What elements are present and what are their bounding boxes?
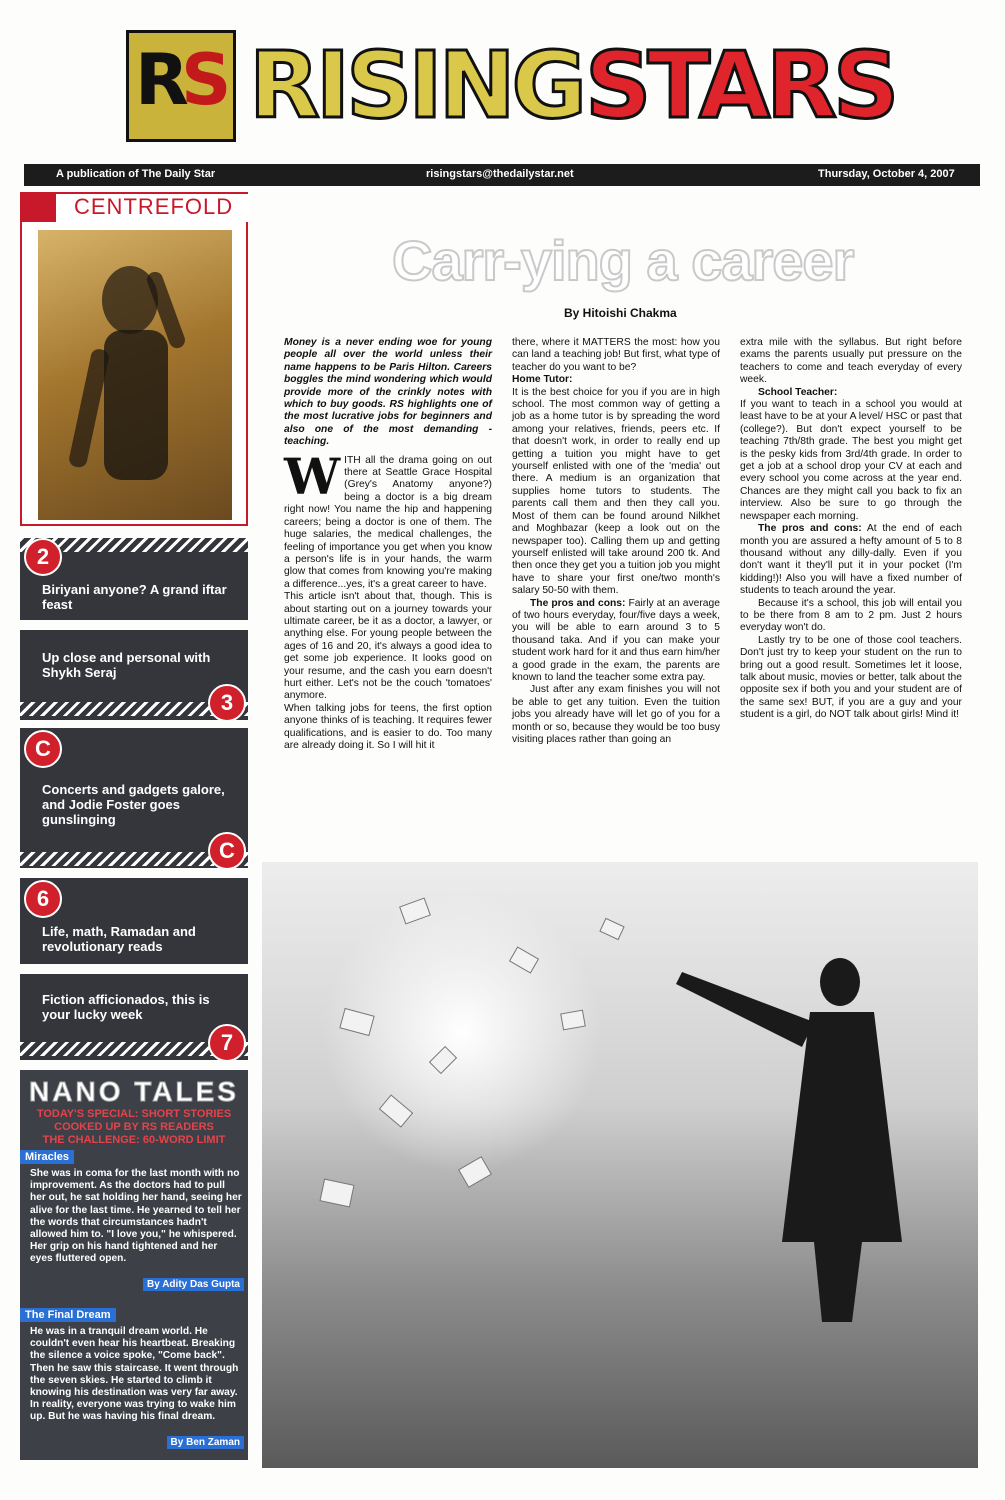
publication-label: A publication of The Daily Star — [56, 168, 216, 180]
sidebar-item-3[interactable] — [20, 630, 248, 720]
paragraph-text: ITH all the drama going on out there at Seattle Grace Hospital (Grey's Anatomy anyone?) being a doctor is a big dream right now! You name the hip and happening careers; being a doctor is one of them. The huge salaries, the medical challenges, the feeling of importance you get when you know a person's life is in your hands, the warm glow that comes from knowing you're making a difference...yes, it's a great career to have. — [284, 454, 492, 590]
article-intro: Money is a never ending woe for young people all over the world unless their name happens to be Paris Hilton. Careers boggles the mind wondering which would provide more of the crinkly notes with which to buy goods. RS highlights one of the most lucrative jobs for beginners and also one of the most demanding -teaching. — [284, 337, 492, 448]
title-rising: RISING — [249, 32, 584, 139]
sidebar-item-6[interactable] — [20, 878, 248, 964]
pros-label: The pros and cons: — [758, 523, 862, 535]
centrefold-header — [22, 194, 250, 222]
issue-date: Thursday, October 4, 2007 — [818, 168, 955, 180]
nano-tales-title: NANO TALES — [29, 1076, 239, 1107]
page-badge: 2 — [24, 538, 62, 576]
masthead-title — [248, 26, 896, 146]
story-text: He was in a tranquil dream world. He couldn't even hear his heartbeat. Breaking the silence a voice spoke, "Come back". Then he saw this staircase. It went through the seven skies. He started to climb it knowing his destination was very far away. In reality, everyone was trying to wake him up. But he was having his final dream. — [30, 1326, 239, 1423]
special-line: THE CHALLENGE: 60-WORD LIMIT — [42, 1134, 226, 1146]
article-paragraph: This article isn't about that, though. This is about starting out on a journey towards your ultimate career, be it as a doctor, a lawyer, or anything else. For young people between the ages of 16 and 20, it's always a good idea to get some job experience. It looks good on your resume, and the cash you earn doesn't hurt either. Let's not be the couch 'tomatoes' anymore. — [284, 591, 492, 702]
article-column-3 — [740, 337, 962, 722]
photo-illustration — [262, 862, 978, 1468]
sidebar-item-c[interactable] — [20, 728, 248, 868]
story-byline: By Ben Zaman — [167, 1436, 244, 1449]
pros-label: The pros and cons: — [530, 597, 626, 609]
sidebar-item-2[interactable] — [20, 538, 248, 620]
article-paragraph — [512, 598, 720, 685]
page-badge: C — [24, 730, 62, 768]
page-badge-c-bottom: C — [208, 832, 246, 870]
article-photo — [262, 862, 978, 1468]
article-paragraph — [284, 446, 492, 591]
rs-logo — [126, 30, 236, 142]
masthead — [120, 22, 896, 148]
article-paragraph: If you want to teach in a school you would at least have to be at your A level/ HSC or past that (college?). But don't expect yourself to be teaching 7th/8th grade. The best you might get is the pesky kids from 3rd/4th grade. In order to get a job at a school drop your CV at each and every school you come across at the year end. Chances are they might call you back to fix an interview. Also be sure to go through the newspaper each morning. — [740, 399, 962, 522]
article-paragraph: Lastly try to be one of those cool teachers. Don't just try to keep your student on the run to bring out a good result. Sometimes let it loose, talk about music, movies or better, talk about the opposite sex if both you and your student are of the same sex! BUT, if you are a guy and your student is a girl, do NOT talk about girls! Mind it! — [740, 634, 962, 721]
nano-tales — [20, 1070, 248, 1460]
subheading-home-tutor: Home Tutor: — [512, 374, 573, 386]
sidebar-item-7[interactable] — [20, 974, 248, 1060]
page-badge: 6 — [24, 880, 62, 918]
special-line: COOKED UP BY RS READERS — [54, 1121, 214, 1133]
article-paragraph: When talking jobs for teens, the first option anyone thinks of is teaching. It requires fewer qualifications, and is easier to do. Too many are already doing it. So I will hit it — [284, 702, 492, 751]
paragraph-text: Fairly at an average of two hours everyday, four/five days a week, you will be able to earn around 3 to 5 thousand taka. And if you can make your student work hard for it and thus earn him/her a good grade in the exam, the parents are known to land the teacher some extra pay. — [512, 597, 720, 683]
article-paragraph: Just after any exam finishes you will not be able to get any tuition. Even the tuition jobs you already have will let go of you for a month or so, because they would be too busy visiting places rather than going an — [512, 684, 720, 745]
article-byline: By Hitoishi Chakma — [564, 306, 677, 320]
sidebar-item-label: Life, math, Ramadan and revolutionary reads — [42, 924, 196, 954]
drop-cap: W — [284, 446, 341, 506]
sidebar-item-label: Concerts and gadgets galore, and Jodie Foster goes gunslinging — [42, 782, 225, 827]
article-paragraph: there, where it MATTERS the most: how you can land a teaching job! But first, what type of teacher do you want to be? — [512, 337, 720, 373]
story-tag-miracles[interactable]: Miracles — [20, 1150, 74, 1164]
article-paragraph: extra mile with the syllabus. But right before exams the parents usually put pressure on the teachers to come and teach everyday of every week. — [740, 337, 962, 386]
story-byline: By Adity Das Gupta — [143, 1278, 244, 1291]
paragraph-text: At the end of each month you are assured a hefty amount of 5 to 8 thousand without any dilly-dally. Even if you don't want it they'll put it in your pocket (I'm kidding!)! Also you will have a fixed number of students to teach around the year. — [740, 523, 962, 597]
article-paragraph: It is the best choice for you if you are in high school. The most common way of getting a job as a home tutor is by spreading the word among your relatives, friends, peers etc. If that doesn't work, in order to really end up getting a tuition you might have to get yourself enlisted with one of the 'media' out there. A medium is an organization that supplies home tutors to students. The parents call them and then they call you. Most of them can be found around Nilkhet and Moghbazar (keep a look out on the newspaper too). Calling them up and getting yourself enlisted will take around 200 tk. And then once they get you a tuition job you might have to share your first one/two month's salary 50-50 with them. — [512, 386, 720, 597]
article-paragraph — [740, 523, 962, 597]
page-badge: 3 — [208, 684, 246, 722]
sidebar-item-label: Up close and personal with Shykh Seraj — [42, 650, 211, 680]
subheading-school-teacher: School Teacher: — [758, 386, 838, 398]
logo-letter-r: R — [135, 39, 189, 121]
sidebar-item-label: Fiction afficionados, this is your lucky week — [42, 992, 210, 1022]
info-ribbon — [24, 164, 980, 186]
article-column-1 — [284, 337, 492, 752]
page-badge: 7 — [208, 1024, 246, 1062]
nano-tales-special — [26, 1108, 242, 1147]
sidebar-item-label: Biriyani anyone? A grand iftar feast — [42, 582, 227, 612]
centrefold-figure — [38, 230, 232, 520]
centrefold-label: CENTREFOLD — [74, 194, 234, 219]
centrefold-panel[interactable] — [20, 192, 248, 526]
logo-letter-s: S — [181, 39, 232, 121]
article-paragraph: Because it's a school, this job will entail you to be there from 8 am to 2 pm. Just 2 hours everyday won't do. — [740, 597, 962, 634]
centrefold-photo — [38, 230, 232, 520]
article-column-2 — [512, 337, 720, 746]
special-line: TODAY'S SPECIAL: SHORT STORIES — [36, 1108, 232, 1120]
story-text: She was in coma for the last month with no improvement. As the doctors had to pull her out, he sat holding her hand, seeing her alive for the last time. He yearned to tell her the words that circumstances hadn't allowed him to. "I love you," he whispered. Her grip on his hand tightened and her eyes fluttered open. — [30, 1168, 242, 1265]
story-tag-final-dream[interactable]: The Final Dream — [20, 1308, 116, 1322]
article-headline: Carr-ying a career — [392, 229, 854, 292]
title-stars: STARS — [585, 32, 896, 139]
email-link[interactable]: risingstars@thedailystar.net — [426, 168, 574, 180]
